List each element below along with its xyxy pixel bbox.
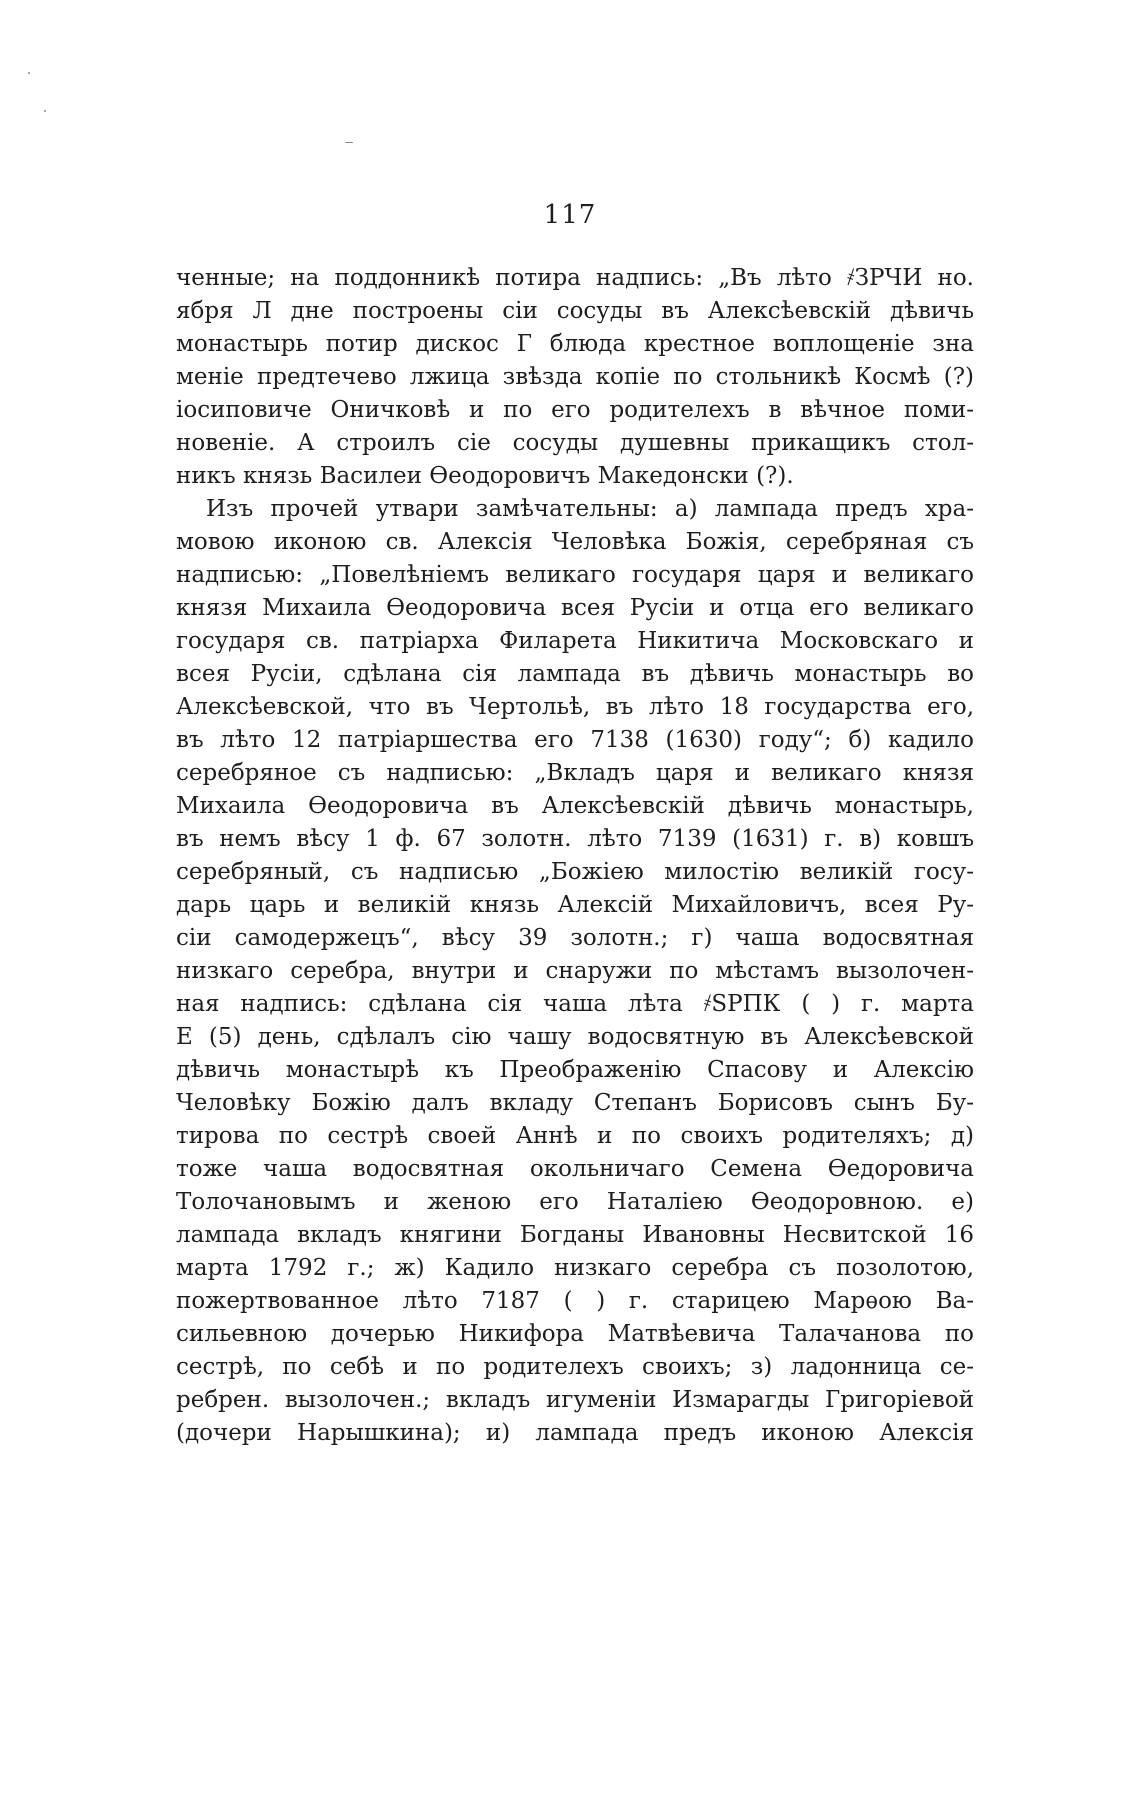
text-line: ная надпись: сдѣлана сія чаша лѣта ҂ЅРПК ( ) г. марта <box>176 991 974 1017</box>
text-line: Человѣку Божію далъ вкладу Степанъ Борисовъ сынъ Бу- <box>176 1090 974 1116</box>
text-line: государя св. патріарха Филарета Никитича Московскаго и <box>176 628 974 654</box>
text-line: князя Михаила Ѳеодоровича всея Русіи и отца его великаго <box>176 595 974 621</box>
text-line: въ лѣто 12 патріаршества его 7138 (1630) году“; б) кадило <box>176 727 974 753</box>
text-line: мовою иконою св. Алексія Человѣка Божія, серебряная съ <box>176 529 974 555</box>
text-line: монастырь потир дискос Г блюда крестное воплощеніе зна <box>176 331 974 357</box>
text-line: сильевною дочерью Никифора Матвѣевича Талачанова по <box>176 1321 974 1347</box>
text-line: Михаила Ѳеодоровича въ Алексѣевскій дѣвичь монастырь, <box>176 793 974 819</box>
text-line: меніе предтечево лжица звѣзда копіе по стольникѣ Космѣ (?) <box>176 364 974 390</box>
text-line: въ немъ вѣсу 1 ф. 67 золотн. лѣто 7139 (1631) г. в) ковшъ <box>176 826 974 852</box>
text-line: новеніе. А строилъ сіе сосуды душевны прикащикъ стол- <box>176 430 974 456</box>
text-line: ченные; на поддонникѣ потира надпись: „Въ лѣто ҂ЗРЧИ но. <box>176 265 974 291</box>
scan-speck <box>345 142 353 143</box>
text-line: низкаго серебра, внутри и снаружи по мѣстамъ вызолочен- <box>176 958 974 984</box>
text-line: дѣвичь монастырѣ къ Преображенію Спасову и Алексію <box>176 1057 974 1083</box>
page-number: 117 <box>543 200 597 230</box>
text-line: (дочери Нарышкина); и) лампада предъ иконою Алексія <box>176 1420 974 1446</box>
text-line: Е (5) день, сдѣлалъ сію чашу водосвятную въ Алексѣевской <box>176 1024 974 1050</box>
text-line: сестрѣ, по себѣ и по родителехъ своихъ; з) ладонница се- <box>176 1354 974 1380</box>
text-line: ребрен. вызолочен.; вкладъ игуменіи Измарагды Григоріевой <box>176 1387 974 1413</box>
text-line: надписью: „Повелѣніемъ великаго государя царя и великаго <box>176 562 974 588</box>
text-line: Алексѣевской, что въ Чертольѣ, въ лѣто 18 государства его, <box>176 694 974 720</box>
text-line: дарь царь и великій князь Алексій Михайловичъ, всея Ру- <box>176 892 974 918</box>
text-line: серебряное съ надписью: „Вкладъ царя и великаго князя <box>176 760 974 786</box>
page-body-text <box>176 262 974 1450</box>
text-line: серебряный, съ надписью „Божіею милостію великій госу- <box>176 859 974 885</box>
text-line: лампада вкладъ княгини Богданы Ивановны Несвитской 16 <box>176 1222 974 1248</box>
text-line: никъ князь Василеи Ѳеодоровичъ Македонски (?). <box>176 463 794 489</box>
scan-speck <box>44 110 46 112</box>
text-line: сіи самодержецъ“, вѣсу 39 золотн.; г) чаша водосвятная <box>176 925 974 951</box>
scan-speck <box>28 72 30 74</box>
text-line: всея Русіи, сдѣлана сія лампада въ дѣвичь монастырь во <box>176 661 974 687</box>
text-line: тоже чаша водосвятная окольничаго Семена Ѳедоровича <box>176 1156 974 1182</box>
text-line: Изъ прочей утвари замѣчательны: а) лампада предъ хра- <box>206 496 974 522</box>
text-line: Толочановымъ и женою его Наталіею Ѳеодоровною. е) <box>176 1189 974 1215</box>
text-line: ября Л дне построены сіи сосуды въ Алексѣевскій дѣвичь <box>176 298 974 324</box>
text-line: марта 1792 г.; ж) Кадило низкаго серебра съ позолотою, <box>176 1255 974 1281</box>
text-line: іосиповиче Оничковѣ и по его родителехъ в вѣчное поми- <box>176 397 974 423</box>
text-line: пожертвованное лѣто 7187 ( ) г. старицею Марѳою Ва- <box>176 1288 974 1314</box>
text-line: тирова по сестрѣ своей Аннѣ и по своихъ родителяхъ; д) <box>176 1123 974 1149</box>
